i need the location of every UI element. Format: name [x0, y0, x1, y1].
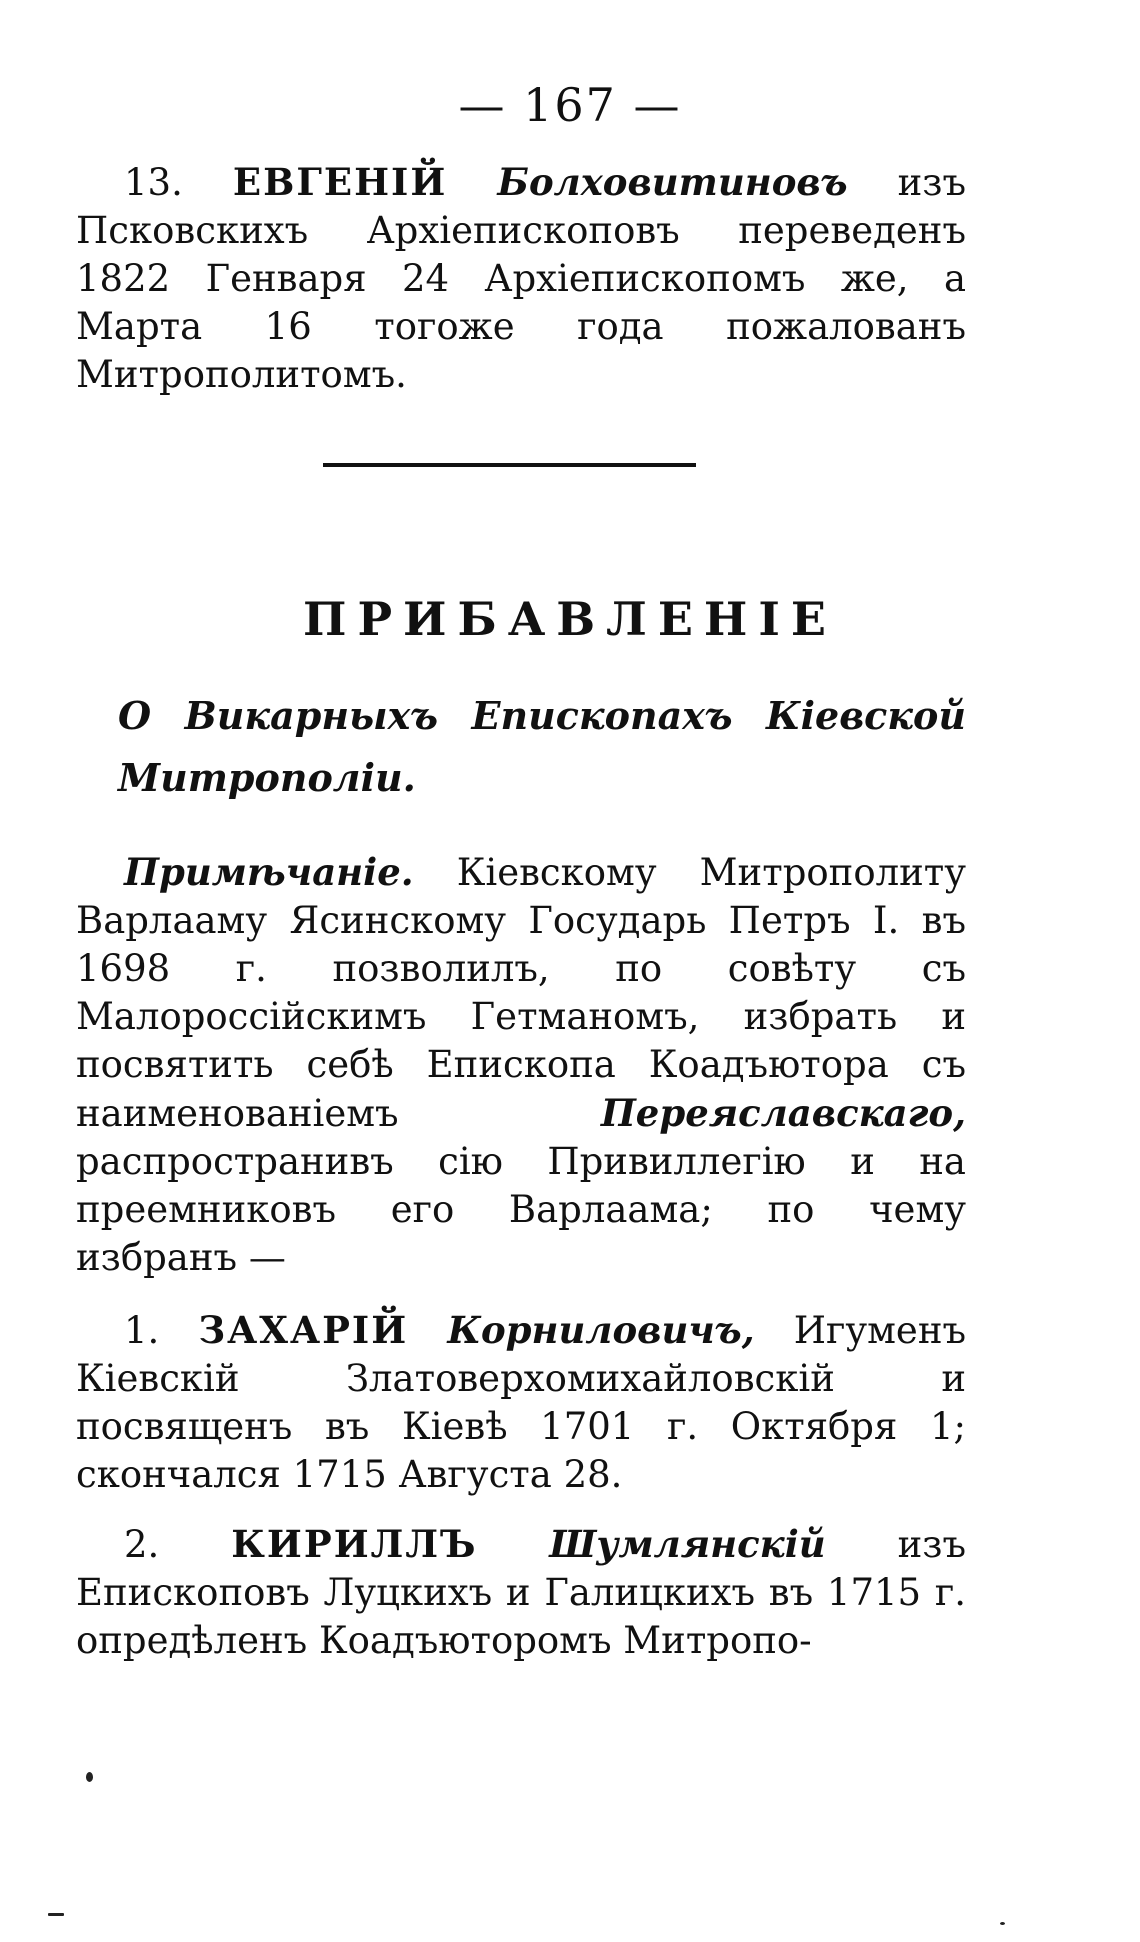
note-text-2: распространивъ сію Привиллегію и на преемниковъ его Варлаама; по чему избранъ —	[76, 1140, 966, 1279]
section-subheading: О Викарныхъ Епископахъ Кіевской Митрополіи.	[118, 693, 966, 800]
entry-1	[76, 1306, 966, 1499]
ink-speck	[1000, 1922, 1005, 1925]
entry-text: Игуменъ Кіевскій Златоверхомихайловскій и посвященъ въ Кіевѣ 1701 г. Октября 1; скончался 1715 Августа 28.	[76, 1309, 967, 1496]
note-label: Примѣчаніе.	[124, 850, 414, 894]
note-paragraph	[76, 848, 966, 1282]
entry-number: 2.	[124, 1523, 160, 1566]
entry-name: ЗАХАРІЙ	[198, 1308, 409, 1352]
entry-name: ЕВГЕНІЙ	[232, 160, 448, 204]
ink-speck	[48, 1913, 64, 1916]
entry-13	[76, 158, 966, 399]
entry-text: изъ Псковскихъ Архіепископовъ переведенъ 1822 Генваря 24 Архіепископомъ же, а Марта 16 тогоже года пожалованъ Митрополитомъ.	[76, 161, 966, 396]
page-number: — 167 —	[458, 78, 682, 132]
section-heading: ПРИБАВЛЕНІЕ	[303, 592, 837, 646]
entry-number: 13.	[124, 161, 183, 204]
entry-number: 1.	[124, 1309, 160, 1352]
ink-speck	[86, 1772, 93, 1782]
entry-2	[76, 1520, 966, 1665]
entry-name: КИРИЛЛЪ	[231, 1522, 478, 1566]
entry-text: изъ Епископовъ Луцкихъ и Галицкихъ въ 1715 г. опредѣленъ Коадъюторомъ Митропо-	[76, 1523, 967, 1662]
note-title-italic: Переяславскаго,	[600, 1091, 966, 1135]
entry-surname: Шумлянскій	[549, 1522, 826, 1566]
entry-surname: Болховитиновъ	[497, 160, 848, 204]
section-divider	[323, 463, 696, 467]
note-text: Кіевскому Митрополиту Варлааму Ясинскому Государь Петръ I. въ 1698 г. позволилъ, по совѣту съ Малороссійскимъ Гетманомъ, избрать и посвятить себѣ Епископа Коадъютора съ наименованіемъ	[76, 851, 966, 1135]
entry-surname: Корниловичъ,	[447, 1308, 755, 1352]
